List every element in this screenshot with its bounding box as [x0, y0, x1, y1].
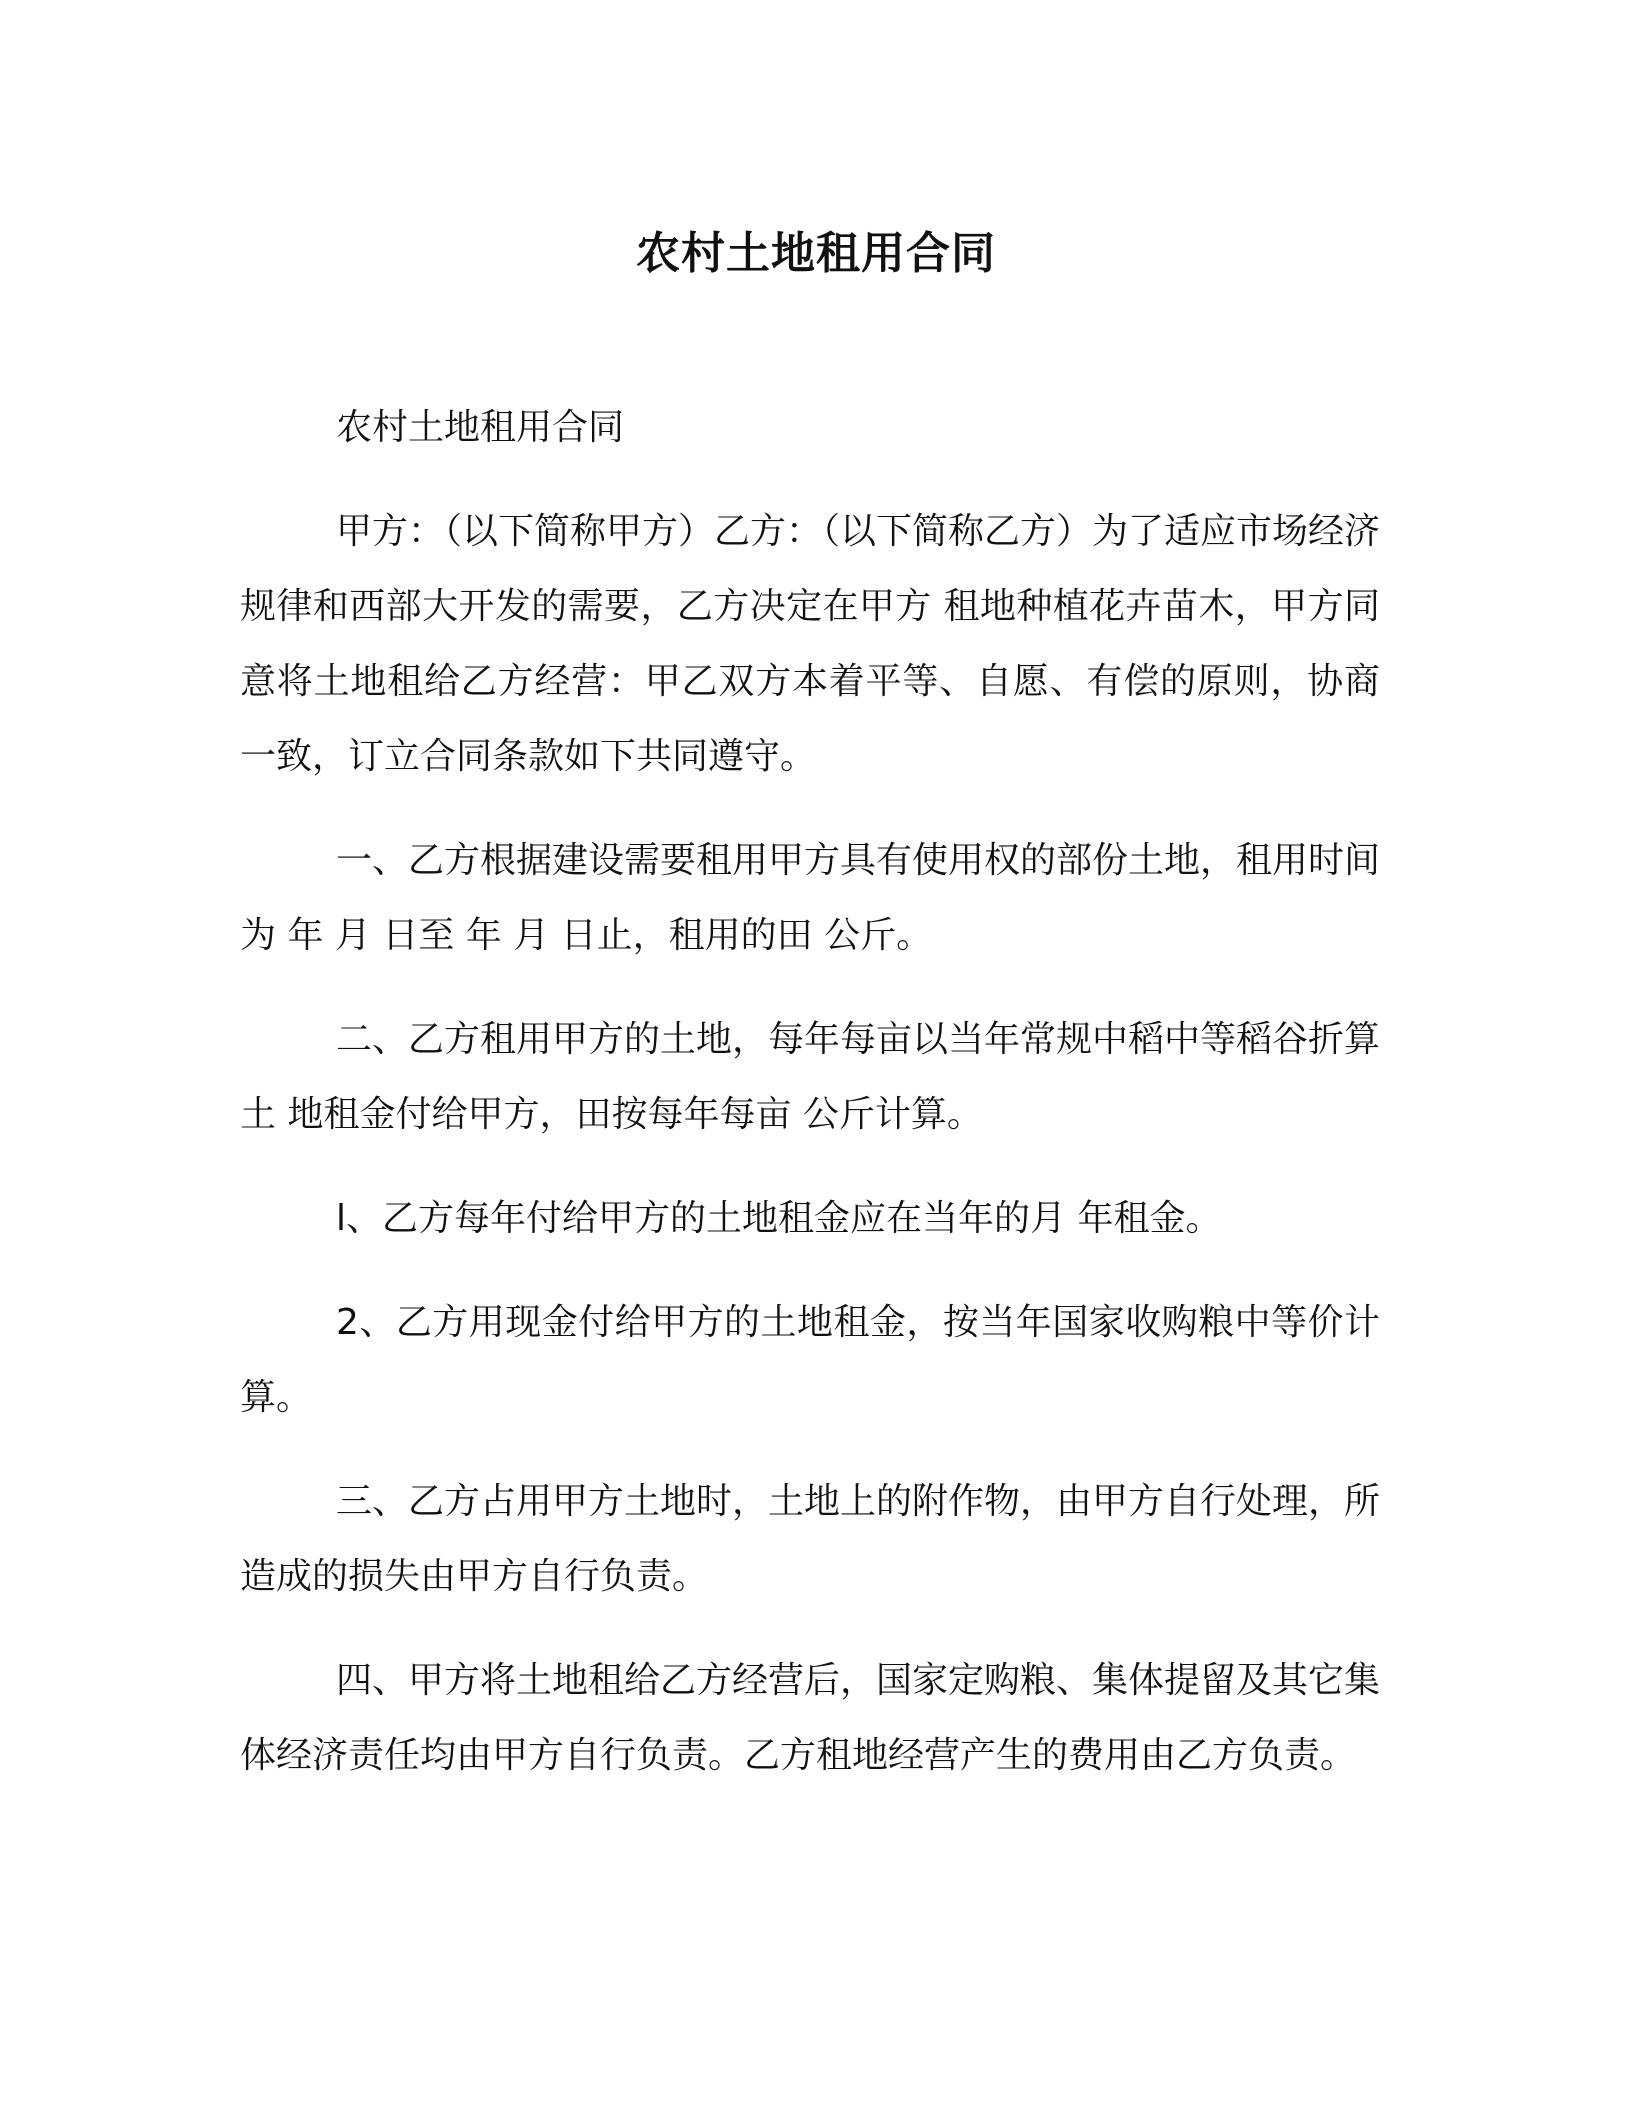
- document-title: 农村土地租用合同: [636, 228, 996, 279]
- paragraph-preamble: 甲方：（以下简称甲方）乙方：（以下简称乙方）为了适应市场经济规律和西部大开发的需要，乙方决定在甲方 租地种植花卉苗木，甲方同意将土地租给乙方经营：甲乙双方本着平等、自愿、有偿的原则，协商一致，订立合同条款如下共同遵守。: [240, 511, 1381, 777]
- paragraph-clause-2: 二、乙方租用甲方的土地，每年每亩以当年常规中稻中等稻谷折算土 地租金付给甲方，田按每年每亩 公斤计算。: [240, 1019, 1381, 1135]
- paragraph-clause-2-item-2: 2、乙方用现金付给甲方的土地租金，按当年国家收购粮中等价计算。: [240, 1302, 1380, 1418]
- paragraph-clause-2-item-1: l、乙方每年付给甲方的土地租金应在当年的月 年租金。: [336, 1198, 1222, 1239]
- paragraph-clause-1: 一、乙方根据建设需要租用甲方具有使用权的部份土地，租用时间为 年 月 日至 年 月 日止，租用的田 公斤。: [240, 840, 1381, 956]
- paragraph-clause-4: 四、甲方将土地租给乙方经营后，国家定购粮、集体提留及其它集体经济责任均由甲方自行负责。乙方租地经营产生的费用由乙方负责。: [240, 1660, 1381, 1776]
- paragraph-clause-3: 三、乙方占用甲方土地时，土地上的附作物，由甲方自行处理，所造成的损失由甲方自行负责。: [240, 1481, 1381, 1597]
- document-body: [240, 390, 1380, 1822]
- paragraph-subtitle: 农村土地租用合同: [336, 407, 625, 448]
